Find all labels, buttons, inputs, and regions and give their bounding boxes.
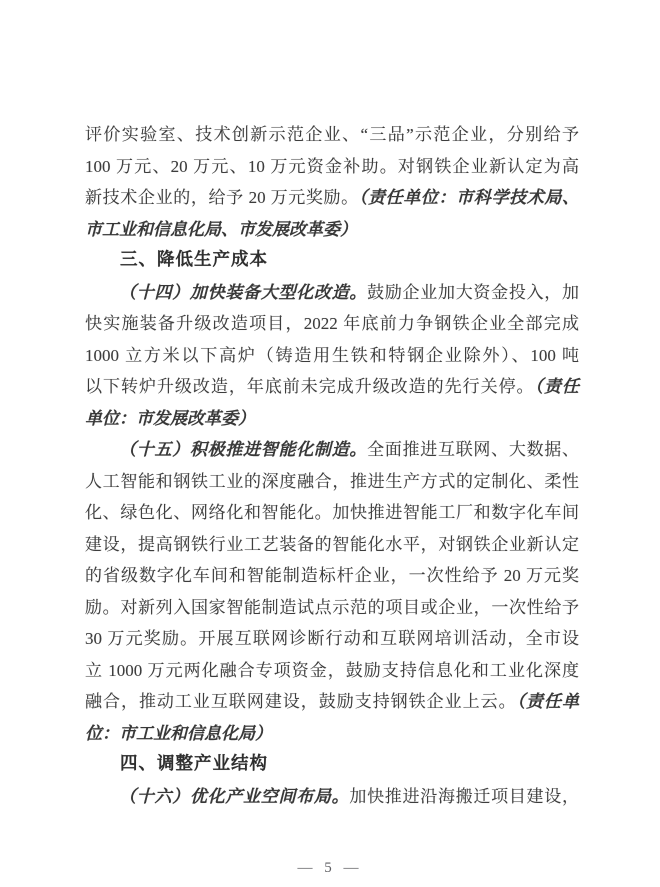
clause-lead-text: （十四）加快装备大型化改造。: [119, 282, 368, 302]
paragraph-line: 的省级数字化车间和智能制造标杆企业，一次性给予 20 万元奖: [85, 566, 579, 585]
paragraph-line: 30 万元奖励。开展互联网诊断行动和互联网培训活动，全市设: [85, 629, 579, 648]
body-text: 融合，推动工业互联网建设，鼓励支持钢铁企业上云。: [85, 692, 517, 711]
paragraph-line: [85, 434, 579, 466]
section-heading-3: 三、降低生产成本: [120, 250, 268, 270]
section-heading-4: 四、调整产业结构: [120, 754, 268, 774]
paragraph-line: 化、绿色化、网络化和智能化。加快推进智能工厂和数字化车间: [85, 503, 579, 522]
clause-lead-text: （十五）积极推进智能化制造。: [119, 440, 368, 459]
paragraph-line: 1000 立方米以下高炉（铸造用生铁和特钢企业除外）、100 吨: [85, 345, 579, 365]
responsible-unit-text: 市工业和信息化局、市发展改革委）: [85, 219, 357, 239]
body-text: 新技术企业的，给予 20 万元奖励。: [85, 188, 359, 207]
body-text: 全面推进互联网、大数据、: [367, 440, 580, 459]
paragraph-line: [85, 718, 579, 750]
body-text: 加快推进沿海搬迁项目建设，: [349, 786, 579, 806]
paragraph-line: [85, 686, 579, 718]
paragraph-line: [85, 371, 579, 403]
body-text: 以下转炉升级改造，年底前未完成升级改造的先行关停。: [85, 377, 535, 396]
document-body: [85, 119, 579, 812]
paragraph-line: 评价实验室、技术创新示范企业、“三品”示范企业，分别给予: [85, 125, 579, 144]
body-text: 鼓励企业加大资金投入，加: [367, 282, 580, 302]
paragraph-line: [85, 182, 579, 214]
responsible-unit-text: 位：市工业和信息化局）: [85, 723, 272, 743]
responsible-unit-text: （责任: [534, 377, 580, 396]
responsible-unit-text: 单位：市发展改革委）: [85, 408, 255, 428]
paragraph-line: [85, 781, 579, 813]
responsible-unit-text: （责任单: [516, 692, 580, 711]
paragraph-line: 立 1000 万元两化融合专项资金，鼓励支持信息化和工业化深度: [85, 660, 579, 680]
responsible-unit-text: （责任单位：市科学技术局、: [358, 188, 580, 207]
paragraph-line: 100 万元、20 万元、10 万元资金补助。对钢铁企业新认定为高: [85, 156, 579, 176]
paragraph-line: [85, 403, 579, 435]
clause-lead-text: （十六）优化产业空间布局。: [119, 786, 350, 806]
page-number: — 5 —: [297, 860, 363, 876]
paragraph-line: 建设，提高钢铁行业工艺装备的智能化水平，对钢铁企业新认定: [85, 534, 579, 554]
paragraph-line: [85, 277, 579, 309]
paragraph-line: [85, 214, 579, 246]
paragraph-line: 快实施装备升级改造项目，2022 年底前力争钢铁企业全部完成: [85, 314, 579, 333]
paragraph-line: 励。对新列入国家智能制造试点示范的项目或企业，一次性给予: [85, 597, 579, 617]
paragraph-line: 人工智能和钢铁工业的深度融合，推进生产方式的定制化、柔性: [85, 471, 579, 491]
